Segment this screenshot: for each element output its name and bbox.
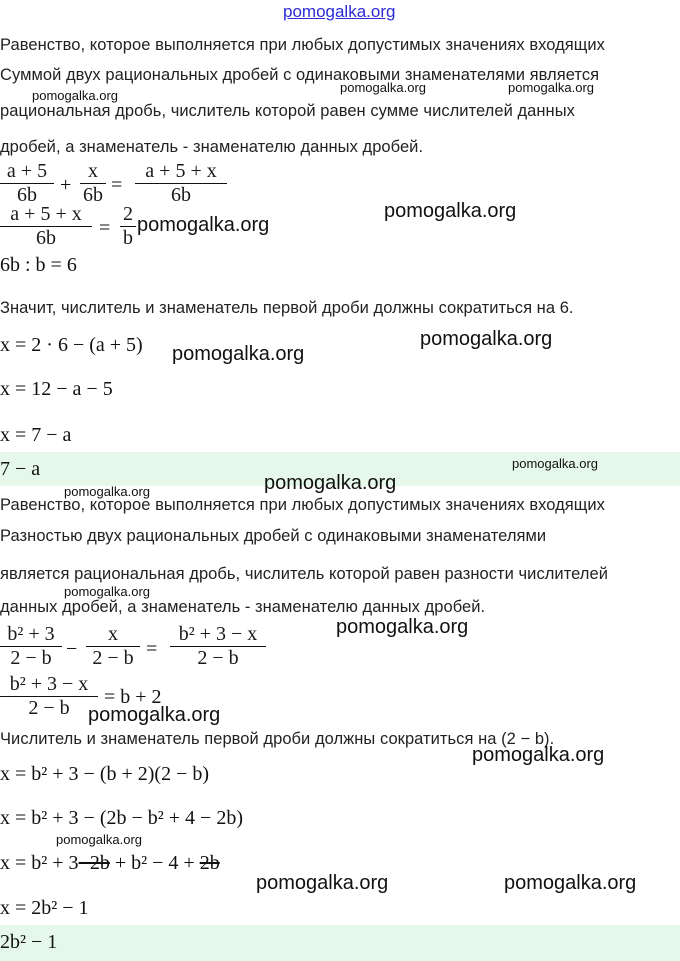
math-part: x = b² + 3 [0,852,79,874]
math-step: x = b² + 3 − (2b − b² + 4 − 2b) [0,807,243,829]
operator: = [146,638,158,660]
operator: + [60,174,72,196]
watermark: pomogalka.org [504,872,637,894]
rule-text-line: Разностью двух рациональных дробей с одинаковыми знаменателями [0,527,547,545]
watermark: pomogalka.org [512,456,598,471]
fraction [120,203,136,250]
watermark: pomogalka.org [384,200,517,222]
denominator: b [123,227,133,249]
numerator: a + 5 [6,160,48,182]
operator: = [111,174,123,196]
math-step: x = 2 · 6 − (a + 5) [0,334,143,356]
math-step: x = b² + 3 − (b + 2)(2 − b) [0,763,210,785]
denominator: 6b [36,227,56,249]
operator: = [99,217,111,239]
watermark: pomogalka.org [32,88,118,103]
fraction [0,623,62,670]
fraction [80,160,106,207]
watermark: pomogalka.org [340,80,426,95]
denominator: 6b [17,184,37,206]
math-rhs: = b + 2 [104,686,162,708]
math-line: 6b : b = 6 [0,254,77,276]
conclusion-text: Значит, числитель и знаменатель первой дроби должны сократиться на 6. [0,299,574,317]
watermark: pomogalka.org [256,872,389,894]
site-link[interactable]: pomogalka.org [283,2,396,21]
watermark: pomogalka.org [508,80,594,95]
math-step: x = 7 − a [0,424,72,446]
cancelled-term: −2b [78,852,110,874]
numerator: x [108,623,118,645]
watermark: pomogalka.org [172,343,305,365]
watermark: pomogalka.org [336,616,469,638]
fraction [86,623,140,670]
rule-text-line: является рациональная дробь, числитель которой равен разности числителей [0,565,608,583]
answer-value: 2b² − 1 [0,931,58,953]
fraction [170,623,266,670]
denominator: 2 − b [10,647,52,669]
operator: − [66,638,78,660]
watermark: pomogalka.org [88,704,221,726]
fraction [0,160,54,207]
math-step: x = 2b² − 1 [0,897,89,919]
watermark: pomogalka.org [420,328,553,350]
rule-text-line: Суммой двух рациональных дробей с одинаковыми знаменателями является [0,66,600,84]
numerator: 2 [123,203,133,225]
numerator: b² + 3 − x [178,623,258,645]
answer-value: 7 − a [0,458,41,480]
fraction [0,673,98,720]
watermark: pomogalka.org [264,472,397,494]
denominator: 6b [171,184,191,206]
watermark: pomogalka.org [64,484,150,499]
numerator: b² + 3 [7,623,55,645]
numerator: x [88,160,98,182]
math-step: x = 12 − a − 5 [0,378,113,400]
denominator: 2 − b [197,647,239,669]
fraction [135,160,227,207]
numerator: a + 5 + x [145,160,217,182]
fraction [0,203,92,250]
denominator: 2 − b [28,697,70,719]
rule-text-line: данных дробей, а знаменатель - знаменателю данных дробей. [0,598,486,616]
numerator: a + 5 + x [10,203,82,225]
watermark: pomogalka.org [137,214,270,236]
denominator: 2 − b [92,647,134,669]
rule-text-line: рациональная дробь, числитель которой равен сумме числителей данных [0,102,575,120]
rule-text-line: Равенство, которое выполняется при любых допустимых значениях входящих [0,36,605,54]
watermark: pomogalka.org [472,744,605,766]
answer-box [0,925,680,961]
math-step [0,852,220,875]
numerator: b² + 3 − x [9,673,89,695]
rule-text-line: Равенство, которое выполняется при любых допустимых значениях входящих [0,496,605,514]
cancelled-term: 2b [199,852,220,874]
denominator: 6b [83,184,103,206]
watermark: pomogalka.org [56,832,142,847]
math-part: + b² − 4 + [109,852,200,874]
rule-text-line: дробей, а знаменатель - знаменателю данных дробей. [0,138,424,156]
conclusion-text: Числитель и знаменатель первой дроби должны сократиться на (2 − b). [0,730,555,748]
watermark: pomogalka.org [64,584,150,599]
